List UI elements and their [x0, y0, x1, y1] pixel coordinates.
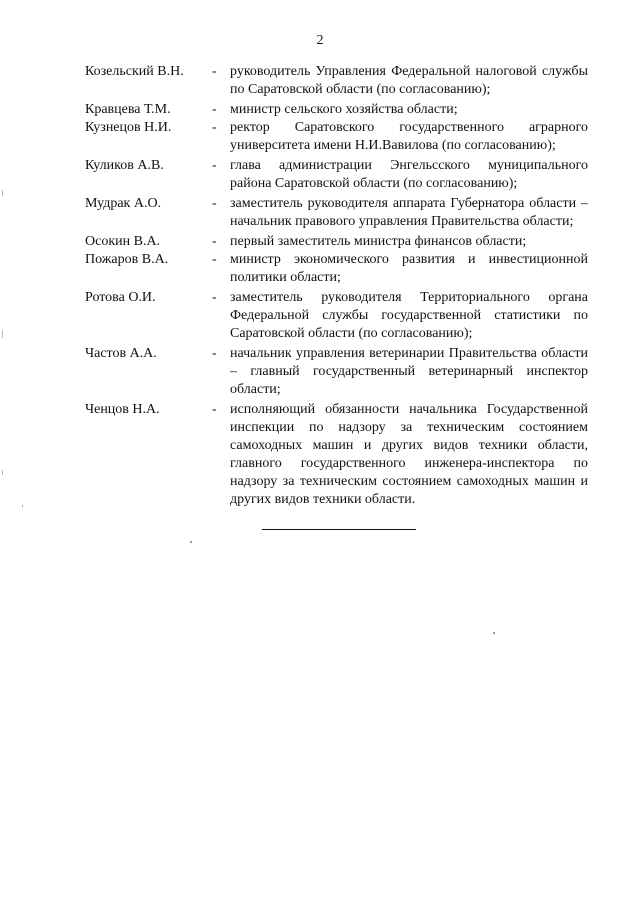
dash-separator: - [212, 290, 217, 305]
member-position: начальник управления ветеринарии Правительства области – главный государственный ветеринарный инспектор области; [230, 346, 588, 397]
closing-divider [262, 529, 416, 530]
list-item [85, 195, 588, 231]
dash-separator: - [212, 234, 217, 249]
list-item [85, 63, 588, 99]
member-name: Пожаров В.А. [85, 252, 169, 267]
member-position: заместитель руководителя аппарата Губернатора области – начальник правового управления Правительства области; [230, 196, 588, 229]
scan-speck [22, 505, 23, 507]
member-name: Куликов А.В. [85, 158, 164, 173]
list-item [85, 101, 588, 119]
dash-separator: - [212, 120, 217, 135]
member-name: Козельский В.Н. [85, 64, 184, 79]
dash-separator: - [212, 102, 217, 117]
member-name: Ченцов Н.А. [85, 402, 160, 417]
list-item [85, 401, 588, 509]
scan-edge-mark [2, 190, 3, 196]
dash-separator: - [212, 158, 217, 173]
member-position: ректор Саратовского государственного аграрного университета имени Н.И.Вавилова (по согласованию); [230, 120, 588, 153]
page-number: 2 [316, 33, 324, 48]
member-name: Кузнецов Н.И. [85, 120, 172, 135]
member-position: первый заместитель министра финансов области; [230, 234, 527, 249]
member-position: министр экономического развития и инвестиционной политики области; [230, 252, 588, 285]
member-position: глава администрации Энгельсского муниципального района Саратовской области (по согласованию); [230, 158, 588, 191]
member-position: руководитель Управления Федеральной налоговой службы по Саратовской области (по согласованию); [230, 64, 588, 97]
list-item [85, 233, 588, 251]
member-name: Частов А.А. [85, 346, 157, 361]
list-item [85, 345, 588, 399]
member-name: Кравцева Т.М. [85, 102, 171, 117]
list-item [85, 251, 588, 287]
member-name: Ротова О.И. [85, 290, 156, 305]
list-item [85, 289, 588, 343]
dash-separator: - [212, 402, 217, 417]
dash-separator: - [212, 64, 217, 79]
dash-separator: - [212, 346, 217, 361]
scan-edge-mark [2, 330, 3, 338]
member-position: министр сельского хозяйства области; [230, 102, 458, 117]
scan-speck [493, 632, 495, 634]
member-position: заместитель руководителя Территориального органа Федеральной службы государственной статистики по Саратовской области (по согласованию); [230, 290, 588, 341]
dash-separator: - [212, 252, 217, 267]
member-name: Мудрак А.О. [85, 196, 162, 211]
list-item [85, 157, 588, 193]
dash-separator: - [212, 196, 217, 211]
member-position: исполняющий обязанности начальника Государственной инспекции по надзору за техническим состоянием самоходных машин и других видов техники области, главного государственного инженера-инспектора по надзору за техническим состоянием самоходных машин и других видов техники области. [230, 402, 588, 507]
scan-speck [190, 541, 192, 543]
member-name: Осокин В.А. [85, 234, 161, 249]
list-item [85, 119, 588, 155]
members-list [85, 63, 588, 509]
scan-edge-mark [2, 470, 3, 475]
